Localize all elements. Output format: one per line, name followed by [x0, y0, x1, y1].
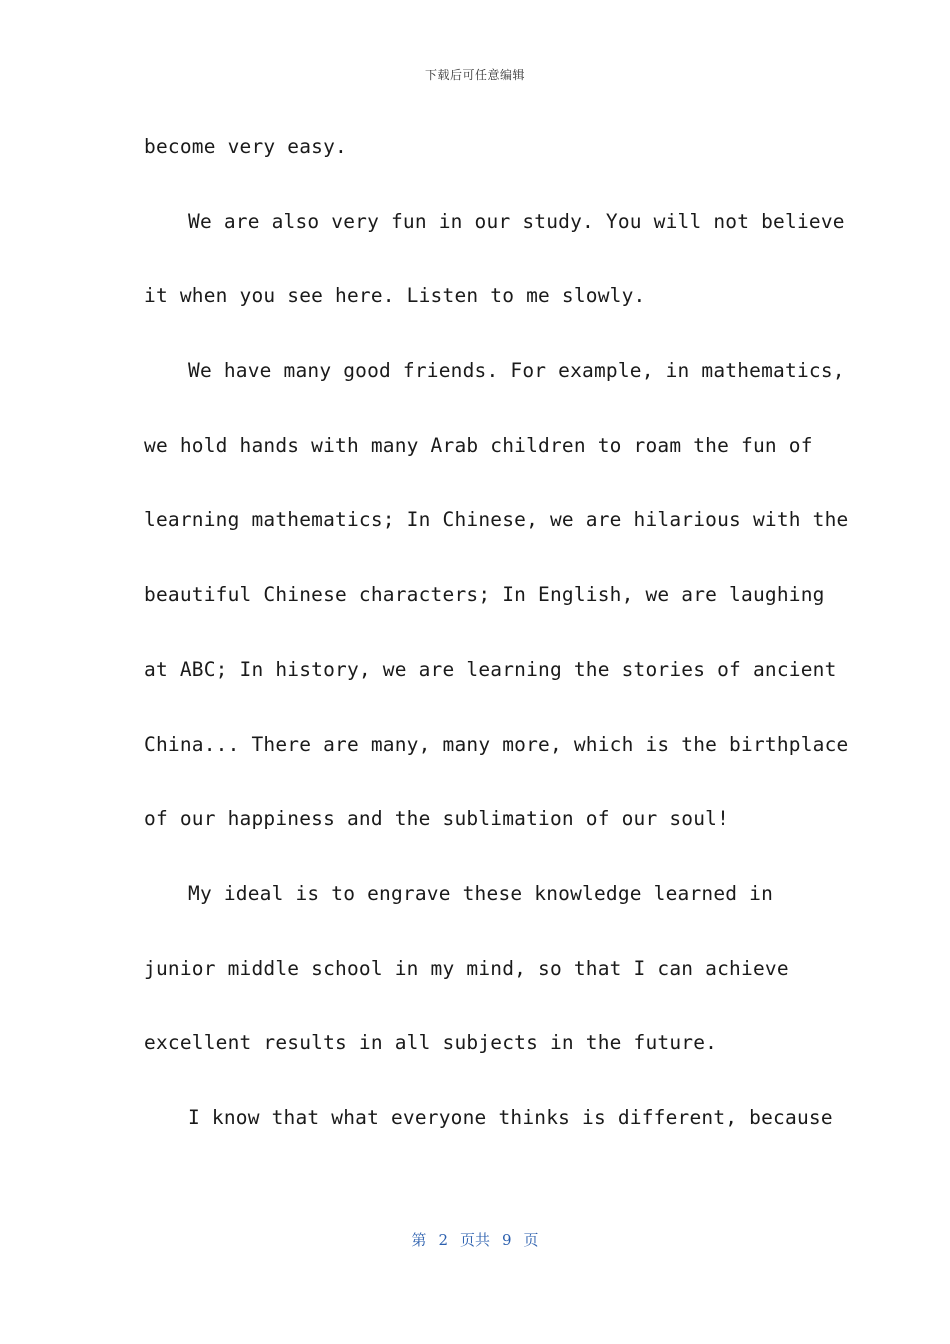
text-line: junior middle school in my mind, so that I can achieve [144, 956, 789, 980]
text-line: We are also very fun in our study. You will not believe [188, 209, 845, 233]
text-line: we hold hands with many Arab children to roam the fun of [144, 433, 813, 457]
page-header [0, 66, 950, 83]
header-note: 下载后可任意编辑 [424, 68, 525, 82]
page-footer [0, 1229, 950, 1250]
footer-current-page: 2 [438, 1231, 448, 1249]
text-line: excellent results in all subjects in the future. [144, 1031, 718, 1055]
text-line: learning mathematics; In Chinese, we are hilarious with the [144, 508, 849, 532]
footer-total-pages: 9 [502, 1231, 512, 1249]
footer-middle: 页共 [459, 1231, 490, 1249]
text-line: at ABC; In history, we are learning the stories of ancient [144, 657, 837, 681]
footer-suffix: 页 [523, 1231, 539, 1249]
text-line: I know that what everyone thinks is different, because [188, 1105, 833, 1129]
text-line: it when you see here. Listen to me slowly. [144, 284, 646, 308]
text-line: My ideal is to engrave these knowledge learned in [188, 881, 774, 905]
text-line: of our happiness and the sublimation of our soul! [144, 807, 730, 831]
text-line: become very easy. [144, 135, 347, 158]
text-line: We have many good friends. For example, in mathematics, [188, 359, 845, 383]
text-line: beautiful Chinese characters; In English, we are laughing [144, 583, 825, 607]
text-line: China... There are many, many more, which is the birthplace [144, 732, 849, 756]
document-body [144, 131, 849, 1177]
footer-prefix: 第 [411, 1231, 427, 1249]
